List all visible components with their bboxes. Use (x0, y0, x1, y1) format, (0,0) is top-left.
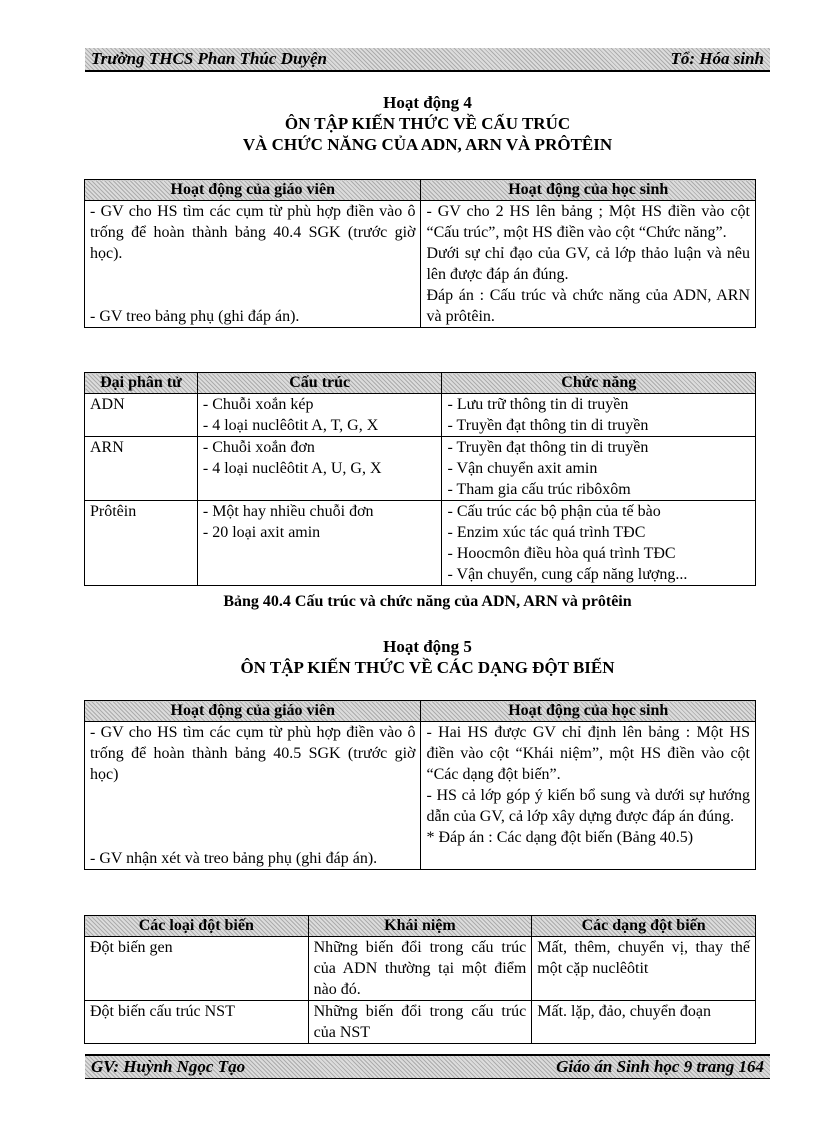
structure-cell (197, 394, 442, 437)
mutation-type: Đột biến gen (85, 937, 309, 1001)
molecule-name: ADN (85, 394, 198, 437)
activity4-student-1: - GV cho 2 HS lên bảng ; Một HS điền vào cột “Cấu trúc”, một HS điền vào cột “Chức năng”. (426, 203, 750, 241)
table-40-4-caption: Bảng 40.4 Cấu trúc và chức năng của ADN, ARN và prôtêin (223, 593, 632, 610)
activity4-student-2: Dưới sự chỉ đạo của GV, cả lớp thảo luận và nêu lên được đáp án đúng. (426, 245, 750, 283)
function-cell (442, 437, 756, 501)
teacher-name: GV: Huỳnh Ngọc Tạo (91, 1057, 246, 1076)
table-40-4 (84, 372, 756, 586)
structure-cell (197, 501, 442, 586)
activity4-subtitle-1: ÔN TẬP KIẾN THỨC VỀ CẤU TRÚC (284, 114, 571, 133)
function-line: - Lưu trữ thông tin di truyền (447, 396, 629, 413)
activity5-col-student: Hoạt động của học sinh (421, 701, 756, 722)
table40-4-header-structure: Cấu trúc (197, 373, 442, 394)
activity4-student-3: Đáp án : Cấu trúc và chức năng của ADN, ARN và prôtêin. (426, 287, 750, 325)
molecule-name: ARN (85, 437, 198, 501)
table-40-5 (84, 915, 756, 1044)
table-row (85, 501, 756, 586)
activity5-teacher-1: - GV cho HS tìm các cụm từ phù hợp điền vào ô trống để hoàn thành bảng 40.5 SGK (trước giờ học) (90, 724, 416, 783)
activity4-teacher-1: - GV cho HS tìm các cụm từ phù hợp điền vào ô trống để hoàn thành bảng 40.4 SGK (trước giờ học). (90, 203, 416, 262)
activity5-subtitle: ÔN TẬP KIẾN THỨC VỀ CÁC DẠNG ĐỘT BIẾN (240, 658, 615, 677)
activity4-table (84, 179, 756, 328)
mutation-forms: Mất. lặp, đảo, chuyển đoạn (532, 1001, 756, 1044)
lesson-page: Giáo án Sinh học 9 trang 164 (556, 1057, 764, 1076)
function-line: - Truyền đạt thông tin di truyền (447, 417, 649, 434)
table-row (85, 937, 756, 1001)
school-name: Trường THCS Phan Thúc Duyện (91, 49, 327, 68)
activity4-col-teacher: Hoạt động của giáo viên (85, 180, 421, 201)
function-line: - Truyền đạt thông tin di truyền (447, 439, 649, 456)
activity5-student-1: - Hai HS được GV chỉ định lên bảng : Một HS điền vào cột “Khái niệm”, một HS điền vào cột “Các dạng đột biến”. (426, 724, 750, 783)
activity4-teacher-2: - GV treo bảng phụ (ghi đáp án). (90, 308, 300, 325)
structure-line: - Chuỗi xoắn kép (202, 396, 314, 413)
table40-4-header-function: Chức năng (442, 373, 756, 394)
page-footer (85, 1054, 770, 1079)
function-line: - Cấu trúc các bộ phận của tế bào (447, 503, 661, 520)
mutation-forms: Mất, thêm, chuyển vị, thay thế một cặp nuclêôtit (532, 937, 756, 1001)
table-row (85, 1001, 756, 1044)
function-line: - Tham gia cấu trúc ribôxôm (447, 481, 631, 498)
table-row (85, 437, 756, 501)
activity4-subtitle-2: VÀ CHỨC NĂNG CỦA ADN, ARN VÀ PRÔTÊIN (242, 135, 613, 154)
structure-line: - 20 loại axit amin (202, 524, 321, 541)
function-line: - Vận chuyển, cung cấp năng lượng... (447, 566, 688, 583)
function-line: - Hoocmôn điều hòa quá trình TĐC (447, 545, 676, 562)
function-line: - Vận chuyển axit amin (447, 460, 598, 477)
activity5-student-cell (421, 722, 756, 870)
activity5-heading (85, 636, 770, 678)
activity4-heading (85, 92, 770, 155)
structure-line: - Chuỗi xoắn đơn (202, 439, 315, 456)
function-cell (442, 394, 756, 437)
department-name: Tổ: Hóa sinh (670, 49, 764, 68)
activity4-teacher-cell (85, 201, 421, 328)
activity5-col-teacher: Hoạt động của giáo viên (85, 701, 421, 722)
table40-4-header-molecule: Đại phân tử (85, 373, 198, 394)
mutation-type: Đột biến cấu trúc NST (85, 1001, 309, 1044)
activity5-teacher-cell (85, 722, 421, 870)
mutation-concept: Những biến đổi trong cấu trúc của ADN thường tại một điểm nào đó. (308, 937, 532, 1001)
activity5-teacher-2: - GV nhận xét và treo bảng phụ (ghi đáp án). (90, 850, 378, 867)
activity4-col-student: Hoạt động của học sinh (421, 180, 756, 201)
molecule-name: Prôtêin (85, 501, 198, 586)
activity4-student-cell (421, 201, 756, 328)
table40-5-header-forms: Các dạng đột biến (532, 916, 756, 937)
activity5-table (84, 700, 756, 870)
function-cell (442, 501, 756, 586)
structure-line: - 4 loại nuclêôtit A, T, G, X (202, 417, 379, 434)
activity4-title: Hoạt động 4 (383, 93, 472, 112)
structure-cell (197, 437, 442, 501)
structure-line: - 4 loại nuclêôtit A, U, G, X (202, 460, 382, 477)
table40-5-header-type: Các loại đột biến (85, 916, 309, 937)
mutation-concept: Những biến đổi trong cấu trúc của NST (308, 1001, 532, 1044)
table40-5-header-concept: Khái niệm (308, 916, 532, 937)
function-line: - Enzim xúc tác quá trình TĐC (447, 524, 646, 541)
activity5-student-3: * Đáp án : Các dạng đột biến (Bảng 40.5) (426, 829, 694, 846)
table-row (85, 394, 756, 437)
structure-line: - Một hay nhiều chuỗi đơn (202, 503, 374, 520)
activity5-title: Hoạt động 5 (383, 637, 472, 656)
activity5-student-2: - HS cả lớp góp ý kiến bổ sung và dưới sự hướng dẫn của GV, cả lớp xây dựng được đáp án đúng. (426, 787, 750, 825)
page-header (85, 48, 770, 72)
